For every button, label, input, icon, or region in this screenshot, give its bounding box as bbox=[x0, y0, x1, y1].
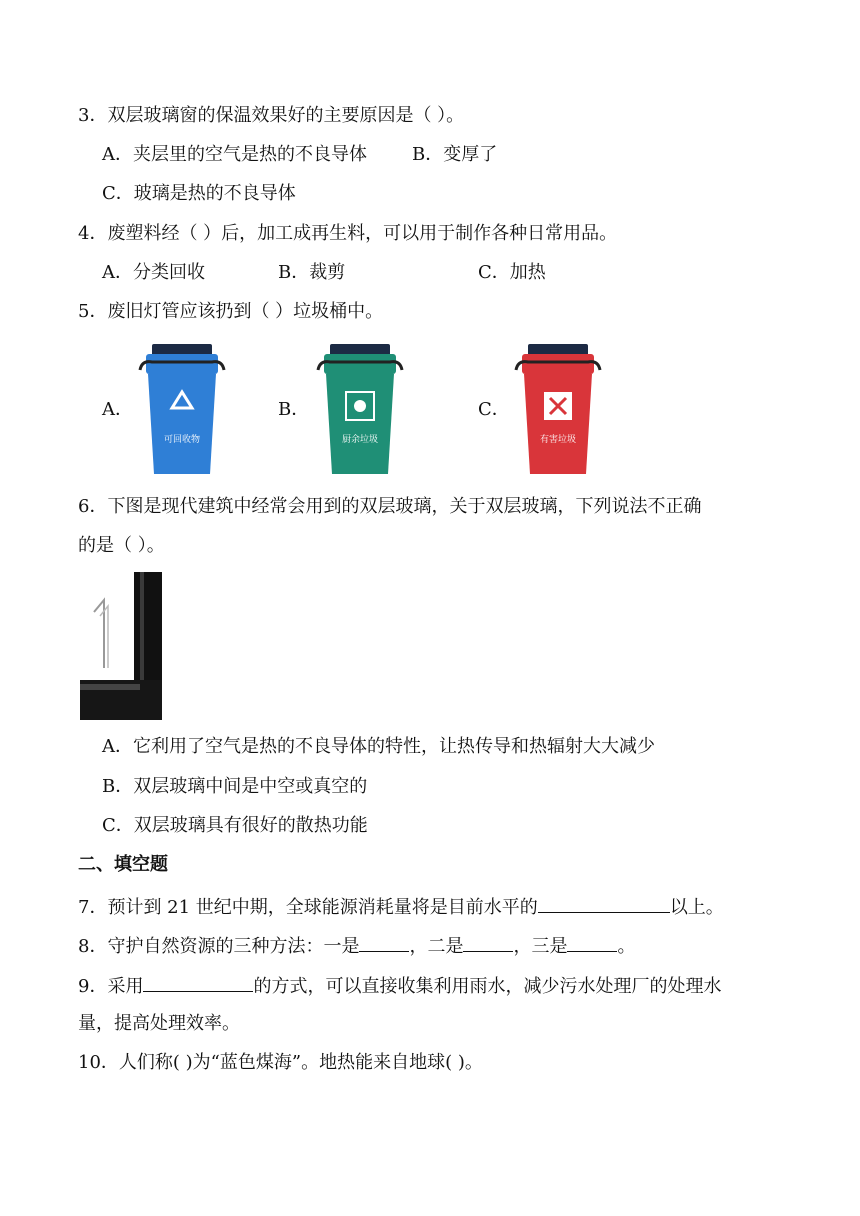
double-glass-window-image bbox=[80, 572, 164, 720]
q9-text-after: 的方式，可以直接收集利用雨水，减少污水处理厂的处理水 bbox=[253, 976, 722, 997]
q8-text bbox=[78, 933, 635, 958]
q8-blank-2[interactable] bbox=[463, 933, 513, 952]
kitchen-waste-bin-label: 厨余垃圾 bbox=[341, 435, 379, 445]
q3-option-c: C．玻璃是热的不良导体 bbox=[102, 183, 296, 204]
q7-text bbox=[78, 894, 724, 919]
hazardous-bin-image bbox=[512, 340, 604, 478]
q5-option-b: B． bbox=[278, 399, 310, 420]
q4-stem: 4．废塑料经（ ）后，加工成再生料，可以用于制作各种日常用品。 bbox=[78, 223, 618, 244]
q7-blank[interactable] bbox=[538, 894, 670, 913]
q8-blank-3[interactable] bbox=[567, 933, 617, 952]
q3-stem: 3．双层玻璃窗的保温效果好的主要原因是（ ）。 bbox=[78, 105, 465, 126]
q8-part2: ，二是 bbox=[409, 936, 464, 957]
section-title-fill-in-blanks: 二、填空题 bbox=[78, 854, 168, 875]
q7-text-after: 以上。 bbox=[669, 897, 724, 918]
q9-line1 bbox=[78, 973, 721, 998]
q3-option-b: B．变厚了 bbox=[412, 144, 498, 165]
q8-part1: 8．守护自然资源的三种方法：一是 bbox=[78, 936, 360, 957]
q3-option-a: A．夹层里的空气是热的不良导体 bbox=[102, 144, 367, 165]
q10-text: 10．人们称( )为“蓝色煤海”。地热能来自地球( )。 bbox=[78, 1052, 483, 1073]
hazardous-bin-label: 有害垃圾 bbox=[539, 435, 577, 445]
kitchen-waste-bin-image bbox=[314, 340, 406, 478]
q5-option-a: A． bbox=[102, 399, 133, 420]
q4-option-b: B．裁剪 bbox=[278, 262, 346, 283]
q8-part4: 。 bbox=[617, 936, 636, 957]
q4-option-a: A．分类回收 bbox=[102, 262, 205, 283]
recyclable-bin-image bbox=[136, 340, 228, 478]
q6-option-a: A．它利用了空气是热的不良导体的特性，让热传导和热辐射大大减少 bbox=[102, 736, 655, 757]
q9-blank[interactable] bbox=[143, 973, 253, 992]
q6-option-b: B．双层玻璃中间是中空或真空的 bbox=[102, 776, 368, 797]
q5-stem: 5．废旧灯管应该扔到（ ）垃圾桶中。 bbox=[78, 301, 384, 322]
q6-stem-line1: 6．下图是现代建筑中经常会用到的双层玻璃，关于双层玻璃，下列说法不正确 bbox=[78, 496, 702, 517]
q9-text-before: 9．采用 bbox=[78, 976, 144, 997]
q5-option-c: C． bbox=[478, 399, 510, 420]
q8-part3: ，三是 bbox=[513, 936, 568, 957]
q6-option-c: C．双层玻璃具有很好的散热功能 bbox=[102, 815, 368, 836]
recyclable-bin-label: 可回收物 bbox=[163, 435, 201, 445]
q7-text-before: 7．预计到 21 世纪中期，全球能源消耗量将是目前水平的 bbox=[78, 897, 538, 918]
q6-stem-line2: 的是（ ）。 bbox=[78, 535, 165, 556]
q8-blank-1[interactable] bbox=[359, 933, 409, 952]
q4-option-c: C．加热 bbox=[478, 262, 546, 283]
q9-line2: 量，提高处理效率。 bbox=[78, 1013, 240, 1034]
